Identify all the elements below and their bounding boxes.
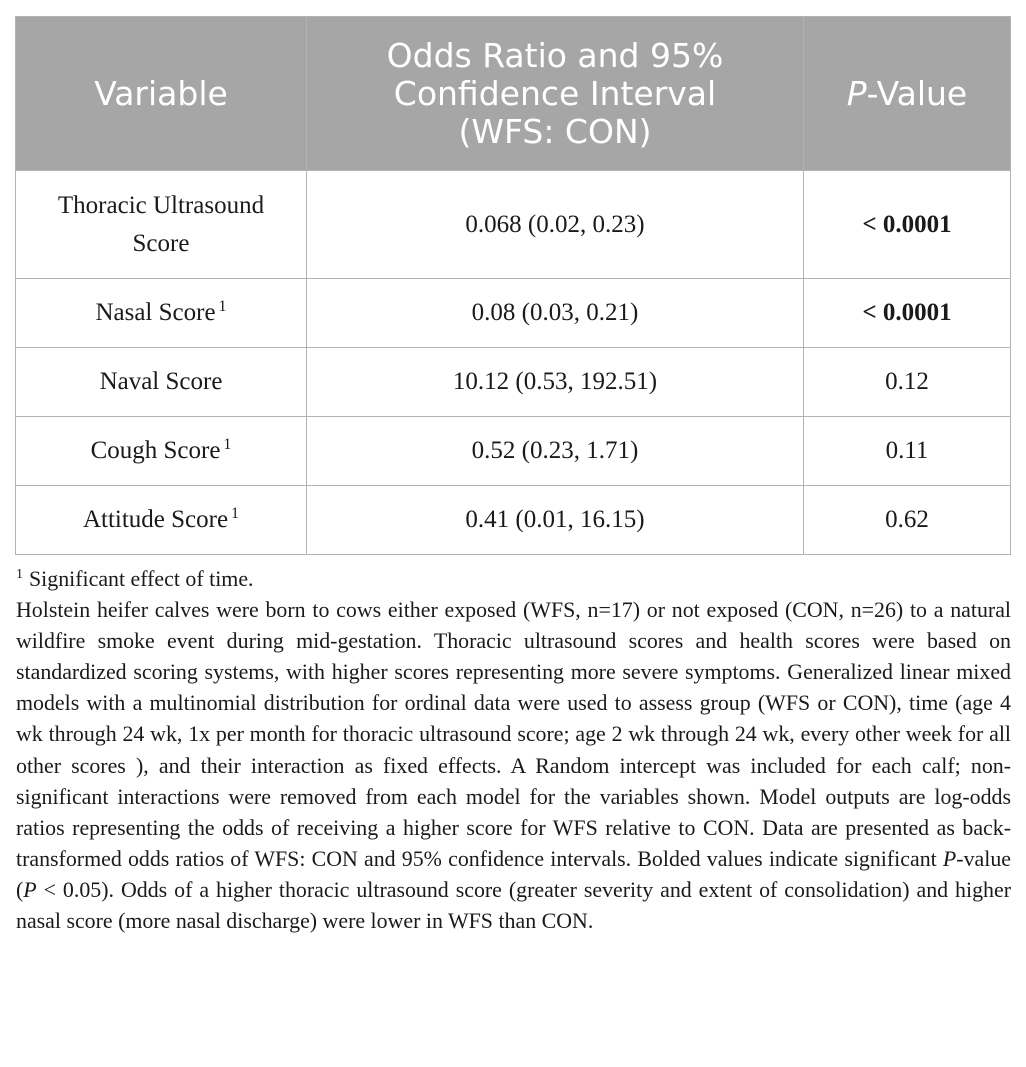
caption-text: < 0.05). Odds of a higher thoracic ultrasound score (greater severity and extent of consolidation) and higher nasal score (more nasal discharge) were lower in WFS than CON. — [16, 876, 1011, 934]
table-caption — [16, 594, 1011, 936]
header-p-rest: -Value — [866, 73, 968, 113]
cell-p-value: 0.11 — [804, 417, 1011, 486]
variable-label: Nasal Score — [95, 299, 216, 326]
caption-p-italic: P — [942, 845, 957, 871]
results-table-container — [15, 16, 1010, 555]
variable-label: Cough Score — [90, 437, 221, 464]
cell-odds-ratio: 0.08 (0.03, 0.21) — [307, 279, 804, 348]
cell-odds-ratio: 0.52 (0.23, 1.71) — [307, 417, 804, 486]
footnote-text: Significant effect of time. — [29, 566, 254, 591]
variable-label: Thoracic Ultrasound Score — [57, 191, 265, 257]
cell-p-value: < 0.0001 — [804, 171, 1011, 279]
footnote-marker: 1 — [223, 436, 232, 453]
footnote-marker: 1 — [16, 567, 23, 582]
caption-text: Holstein heifer calves were born to cows either exposed (WFS, n=17) or not exposed (CON, n=26) to a natural wildfire smoke event during mid-gestation. Thoracic ultrasound scores and health scores were based on standardized scoring systems, with higher scores representing more severe symptoms. Generalized linear mixed models with a multinomial distribution for ordinal data were used to assess group (WFS or CON), time (age 4 wk through 24 wk, 1x per month for thoracic ultrasound score; age 2 wk through 24 wk, every other week for all other scores ), and their interaction as fixed effects. A Random intercept was included for each calf; non-significant interactions were removed from each model for the variables shown. Model outputs are log-odds ratios representing the odds of receiving a higher score for WFS relative to CON. Data are presented as back-transformed odds ratios of WFS: CON and 95% confidence intervals. Bolded values indicate significant — [16, 597, 1011, 871]
cell-odds-ratio: 0.41 (0.01, 16.15) — [307, 486, 804, 555]
cell-odds-ratio: 10.12 (0.53, 192.51) — [307, 348, 804, 417]
table-row — [16, 417, 1011, 486]
table-row — [16, 486, 1011, 555]
cell-p-value: < 0.0001 — [804, 279, 1011, 348]
table-header-row — [16, 17, 1011, 171]
table-row — [16, 279, 1011, 348]
variable-label: Naval Score — [99, 368, 223, 395]
footnote-marker: 1 — [231, 505, 240, 522]
caption-text: -value ( — [16, 845, 1011, 902]
cell-p-value: 0.12 — [804, 348, 1011, 417]
cell-variable — [16, 417, 307, 486]
header-p-value — [804, 17, 1011, 171]
table-row — [16, 171, 1011, 279]
cell-odds-ratio: 0.068 (0.02, 0.23) — [307, 171, 804, 279]
caption-p-italic: P — [23, 876, 37, 902]
header-variable: Variable — [16, 17, 307, 171]
cell-variable — [16, 486, 307, 555]
header-odds-ratio: Odds Ratio and 95% Confidence Interval (WFS: CON) — [307, 17, 804, 171]
header-p-italic: P — [846, 73, 867, 113]
table-notes — [16, 563, 1011, 936]
cell-variable — [16, 348, 307, 417]
table-row — [16, 348, 1011, 417]
cell-variable — [16, 171, 307, 279]
cell-p-value: 0.62 — [804, 486, 1011, 555]
cell-variable — [16, 279, 307, 348]
odds-ratio-table — [15, 16, 1011, 555]
footnote — [16, 563, 1011, 594]
variable-label: Attitude Score — [82, 506, 229, 533]
footnote-marker: 1 — [218, 298, 227, 315]
